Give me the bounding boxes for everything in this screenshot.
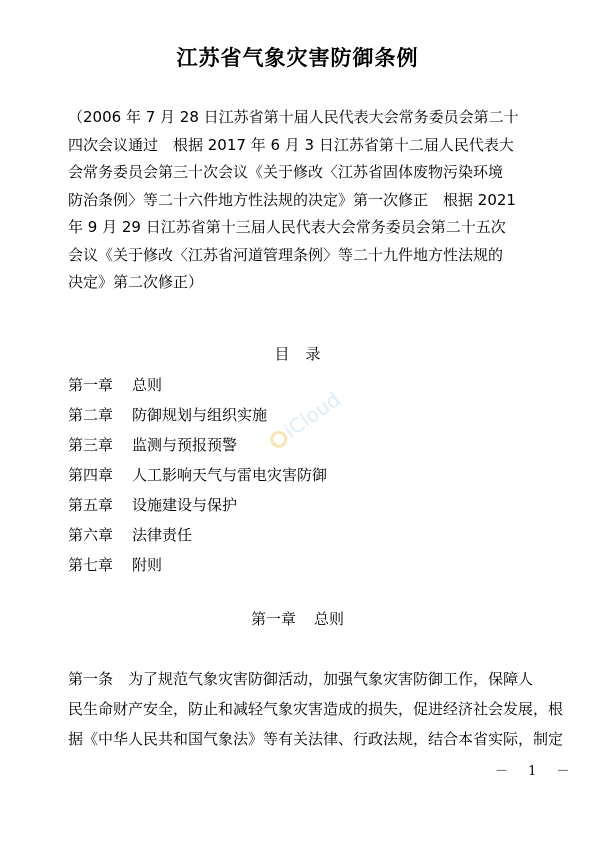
article-line: 民生命财产安全，防止和减轻气象灾害造成的损失，促进经济社会发展，根 [68,700,564,718]
preamble-line: 会议《关于修改〈江苏省河道管理条例〉等二十九件地方性法规的 [68,245,504,264]
preamble-line: 会常务委员会第三十次会议《关于修改〈江苏省固体废物污染环境 [68,163,504,181]
article-body [68,664,564,754]
chapter-number: 第一章 [250,610,296,628]
toc-item-title: 法律责任 [132,526,193,544]
toc-item-title: 人工影响天气与雷电灾害防御 [132,466,328,484]
toc-item[interactable] [68,490,327,520]
toc-item-number: 第六章 [68,526,114,544]
preamble-line: 四次会议通过 根据 2017 年 6 月 3 日江苏省第十二届人民代表大 [68,135,514,154]
chapter-heading [0,608,595,629]
toc-item-number: 第四章 [68,466,114,484]
document-title: 江苏省气象灾害防御条例 [176,45,419,70]
preamble-line: （2006 年 7 月 28 日江苏省第十届人民代表大会常务委员会第二十 [68,108,519,126]
preamble [68,104,530,297]
article-line: 据《中华人民共和国气象法》等有关法律、行政法规，结合本省实际，制定 [68,730,564,748]
toc-item[interactable] [68,550,327,580]
chapter-title: 总则 [314,610,345,628]
toc-item-number: 第三章 [68,436,114,454]
cloud-watermark-icon [258,380,348,460]
toc-item-title: 附则 [132,556,163,574]
toc-item-number: 第一章 [68,376,114,394]
toc-item-title: 总则 [132,376,163,394]
watermark-text: iCloud [279,387,345,443]
page-number: － 1 － [495,764,578,779]
article-line: 第一条 为了规范气象灾害防御活动，加强气象灾害防御工作，保障人 [68,670,534,688]
toc-item[interactable] [68,460,327,490]
preamble-line: 决定》第二次修正） [68,273,204,291]
preamble-line: 年 9 月 29 日江苏省第十三届人民代表大会常务委员会第二十五次 [68,218,506,236]
toc-item-title: 防御规划与组织实施 [132,406,268,424]
toc-item-title: 设施建设与保护 [132,496,238,514]
preamble-line: 防治条例〉等二十六件地方性法规的决定》第一次修正 根据 2021 [68,190,516,209]
toc-item-number: 第五章 [68,496,114,514]
toc-item-title: 监测与预报预警 [132,436,238,454]
toc-item-number: 第七章 [68,556,114,574]
toc-item[interactable] [68,520,327,550]
svg-text:i: i [272,439,280,448]
toc-item-number: 第二章 [68,406,114,424]
toc-heading: 目录 [274,345,337,363]
